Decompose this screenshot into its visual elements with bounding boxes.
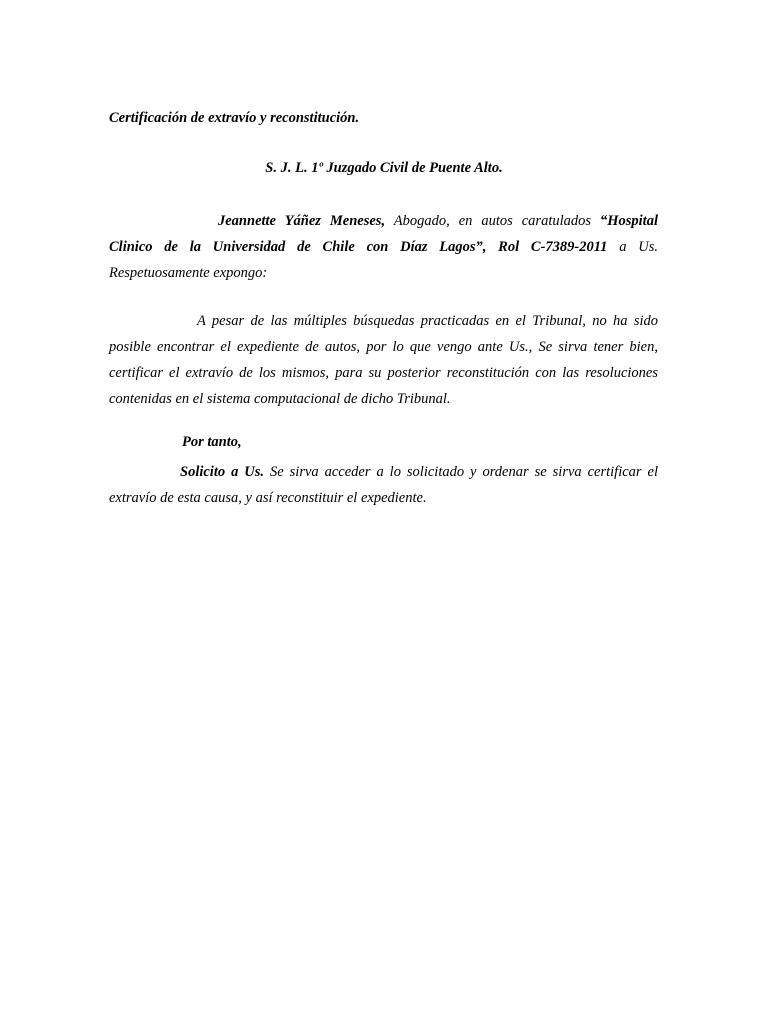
request-label: Solicito a Us. [180, 464, 265, 480]
request-paragraph [109, 459, 658, 511]
intro-closing-text: a Us. Respetuosamente expongo: [109, 239, 658, 281]
lawyer-name: Jeannette Yáñez Meneses, [218, 213, 386, 229]
court-heading: S. J. L. 1º Juzgado Civil de Puente Alto. [265, 160, 503, 176]
body-paragraph: A pesar de las múltiples búsquedas practicadas en el Tribunal, no ha sido posible encontrar el expediente de autos, por lo que vengo ante Us., Se sirva tener bien, certificar el extravío de los mismos, para su posterior reconstitución con las resoluciones contenidas en el sistema computacional de dicho Tribunal. [109, 313, 658, 407]
intro-text: Abogado, en autos caratulados [385, 213, 600, 229]
document-title: Certificación de extravío y reconstitución. [109, 110, 360, 126]
request-text: Se sirva acceder a lo solicitado y ordenar se sirva certificar el extravío de esta causa, y así reconstituir el expediente. [109, 464, 658, 506]
por-tanto-heading: Por tanto, [182, 434, 242, 450]
case-name: “Hospital Clinico de la Universidad de Chile con Díaz Lagos”, Rol C-7389-2011 [109, 213, 658, 255]
intro-paragraph [109, 208, 658, 286]
